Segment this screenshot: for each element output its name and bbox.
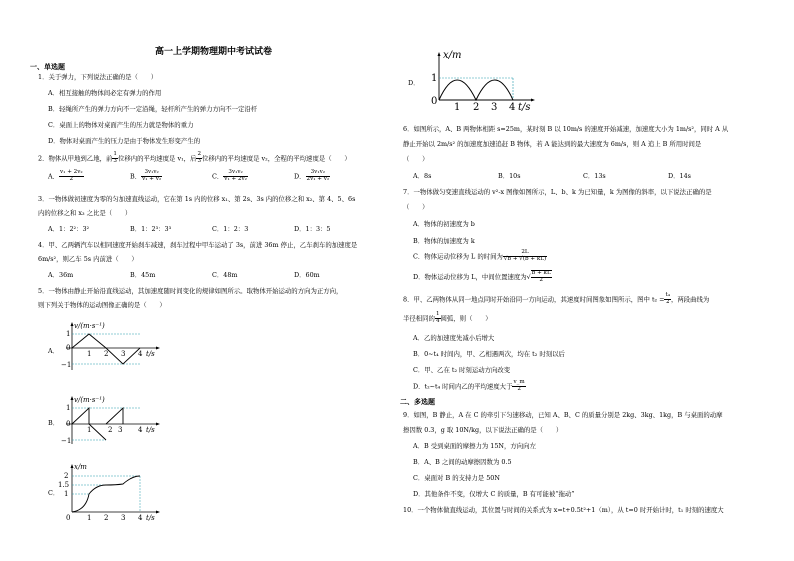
graph-c-origin: 0 xyxy=(66,514,71,522)
q9-option-c: C．桌面对 B 的支持力是 50N xyxy=(413,474,500,482)
frac-den: 2 xyxy=(539,276,543,283)
q8-option-c: C．甲、乙在 t₂ 时刻运动方向改变 xyxy=(413,366,511,374)
q2-b-label: B． xyxy=(130,172,142,181)
q7-c-label: C．物体运动位移为 L 的时间为 xyxy=(413,252,503,261)
q7-option-b: B．物体的加速度为 k xyxy=(413,237,475,245)
q2-stem-a: 2．物体从甲地到乙地，前 xyxy=(38,154,113,163)
q9-stem-2: 擦因数 0.3，g 取 10N/kg，以下说法正确的是（ ） xyxy=(403,426,563,434)
graph-c-tick-1-5: 1.5 xyxy=(58,481,70,489)
graph-a-xtick-3: 3 xyxy=(121,350,126,358)
q5-graph-c xyxy=(58,462,168,524)
q3-option-a: A．1：2²：3² xyxy=(48,225,90,233)
graph-c-xtick-3: 3 xyxy=(121,514,126,522)
q2-c-label: C． xyxy=(212,172,224,181)
frac-num: v₁ + 2v₂ xyxy=(60,169,83,175)
q2-option-b xyxy=(130,170,162,183)
frac-num: 1 xyxy=(435,311,440,317)
frac-num: b + kL xyxy=(531,270,551,276)
q9-option-b: B．A、B 之间的动摩擦因数为 0.5 xyxy=(413,458,512,466)
q3-stem-2: 内的位移之和 x₃ 之比是（ ） xyxy=(38,209,132,217)
q3-stem: 3．一物体做初速度为零的匀加速直线运动，它在第 1s 内的位移 x₁、第 2s、3s 内的位移之和 x₂、第 4、5、6s xyxy=(38,195,356,203)
q8-stem-c: 半径相同的 xyxy=(403,314,435,323)
frac-num: t₄ xyxy=(665,292,670,298)
frac-den: 2 xyxy=(517,385,521,392)
graph-b-xtick-2: 2 xyxy=(108,426,113,434)
q8-option-d xyxy=(413,380,526,393)
section-multi-choice: 二、多选题 xyxy=(400,398,435,406)
frac-num: v_m xyxy=(513,379,525,385)
frac-den: 2 xyxy=(665,298,670,305)
q8-stem-a: 8．甲、乙两物体从同一地点同时开始沿同一方向运动，其速度时间图象如图所示，图中 t₂ = xyxy=(403,295,665,304)
q5-stem-2: 则下列关于物体的运动图像正确的是（ ） xyxy=(38,301,166,309)
q1-option-d: D．物体对桌面产生的压力是由于物体发生形变产生的 xyxy=(48,137,201,145)
section-single-choice: 一、单选题 xyxy=(30,63,65,71)
q8-stem xyxy=(403,293,709,306)
frac-den: v₁ + v₂ xyxy=(142,175,162,182)
q2-a-label: A． xyxy=(48,172,60,181)
frac-den: √b + √(b + kL) xyxy=(503,255,547,262)
graph-c-tick-2: 2 xyxy=(64,472,69,480)
frac-num: 1 xyxy=(113,151,117,157)
frac-den: 2 xyxy=(69,175,74,182)
q3-option-d: D．1：3：5 xyxy=(294,225,331,233)
q4-option-c: C．48m xyxy=(212,271,238,279)
q9-stem: 9．如图，B 静止，A 在 C 的牵引下匀速移动，已知 A、B、C 的质量分别是 2kg、3kg、1kg，B 与桌面的动摩 xyxy=(403,411,723,419)
q6-stem-2: 静止开始以 2m/s² 的加速度加速追赶 B 物体，若 A 能达到的最大速度为 6m/s，则 A 追上 B 所用时间是 xyxy=(403,140,702,148)
q2-stem-b: 位移内的平均速度是 v₁，后 xyxy=(117,154,197,163)
q8-d-frac xyxy=(512,380,525,393)
q3-option-c: C．1：2：3 xyxy=(212,225,249,233)
frac-num: 2L xyxy=(503,250,547,257)
graph-b-tick-1: 1 xyxy=(66,404,71,412)
q6-option-b: B．10s xyxy=(498,172,521,180)
graph-c-xtick-2: 2 xyxy=(104,514,109,522)
q8-stem-b: ，两段曲线为 xyxy=(670,295,710,304)
q2-d-frac xyxy=(306,170,331,183)
graph-a-xtick-1: 1 xyxy=(87,350,92,358)
q4-option-b: B．45m xyxy=(130,271,156,279)
q2-stem-c: 位移内的平均速度是 v₂，全程的平均速度是（ ） xyxy=(202,154,351,163)
q4-stem-2: 6m/s²，则乙车 5s 内前进（ ） xyxy=(38,255,138,263)
graph-d-origin: 0 xyxy=(431,96,438,107)
q5-option-b: B． xyxy=(48,419,60,427)
frac-den: 2v₁ + v₂ xyxy=(306,175,330,182)
graph-c-tick-1: 1 xyxy=(64,490,69,498)
q7-option-d xyxy=(413,270,552,284)
q5-graph-a xyxy=(58,318,168,380)
graph-d-xlabel: t/s xyxy=(518,102,531,113)
frac-den: 4 xyxy=(435,317,440,324)
paper-title: 高一上学期物理期中考试试卷 xyxy=(155,47,273,57)
q4-stem: 4．甲、乙两辆汽车以相同速度开始刹车减速，刹车过程中甲车运动了 3s，前进 36m 停止，乙车刹车的加速度是 xyxy=(38,241,358,249)
q1-option-a: A．相互接触的物体间必定有弹力的作用 xyxy=(48,89,162,97)
q6-option-c: C．13s xyxy=(583,172,606,180)
q9-option-a: A．B 受到桌面的摩擦力为 15N，方向向左 xyxy=(413,442,536,450)
q1-stem: 1．关于弹力，下列说法正确的是（ ） xyxy=(38,73,158,81)
graph-a-xlabel: t/s xyxy=(146,350,155,358)
q8-stem-line2 xyxy=(403,312,492,325)
graph-a-tick-1: 1 xyxy=(66,330,71,338)
q5-graph-b xyxy=(58,392,168,454)
q1-option-c: C．桌面上的物体对桌面产生的压力就是物体的重力 xyxy=(48,121,194,129)
q3-option-b: B．1：2³：3³ xyxy=(130,225,172,233)
frac-num: 2 xyxy=(197,151,201,157)
q7-c-frac xyxy=(503,250,547,263)
q5-option-c: C． xyxy=(48,489,60,497)
frac-num: 3v₁v₂ xyxy=(223,170,248,177)
q8-option-b: B．0~t₄ 时间内，甲、乙相遇两次，均在 t₂ 时刻以后 xyxy=(413,350,565,358)
frac-den: 3 xyxy=(113,157,117,164)
graph-b-xlabel: t/s xyxy=(146,426,155,434)
q6-option-a: A．8s xyxy=(413,172,432,180)
graph-c-xtick-4: 4 xyxy=(138,514,143,522)
graph-d-xtick-2: 2 xyxy=(473,102,480,113)
graph-c-xlabel: t/s xyxy=(146,514,155,522)
q2-a-frac xyxy=(59,170,84,183)
graph-b-ylabel: v/(m·s⁻¹) xyxy=(74,396,105,404)
q8-d-label: D．t₂~t₄ 时间内乙的平均速度大于 xyxy=(413,382,513,391)
frac-num: 3v₁v₂ xyxy=(306,170,331,177)
graph-b-xtick-1: 1 xyxy=(87,426,92,434)
q5-option-a: A． xyxy=(48,347,60,355)
q2-stem xyxy=(38,152,351,165)
q7-d-label: D．物体运动位移为 L，中间位置速度为 xyxy=(413,272,527,281)
graph-b-tick-neg1: −1 xyxy=(61,437,72,445)
graph-d-xtick-1: 1 xyxy=(454,102,461,113)
q8-stem-d: 圆弧，则（ ） xyxy=(440,314,492,323)
graph-d-tick-1: 1 xyxy=(431,73,438,84)
graph-b-xtick-3: 3 xyxy=(118,426,123,434)
graph-a-ylabel: v/(m·s⁻¹) xyxy=(74,322,105,330)
q2-c-frac xyxy=(223,170,248,183)
q6-option-d: D．14s xyxy=(668,172,691,180)
graph-a-xtick-2: 2 xyxy=(104,350,109,358)
graph-a-xtick-4: 4 xyxy=(138,350,143,358)
frac-num: 3v₁v₂ xyxy=(141,170,162,177)
graph-a-tick-0: 0 xyxy=(66,344,71,352)
q6-stem: 6．如图所示，A、B 两物体相距 s=25m，某时刻 B 以 10m/s 的速度开始减速，加速度大小为 1m/s²，同时 A 从 xyxy=(403,125,729,133)
graph-c-xtick-1: 1 xyxy=(87,514,92,522)
q2-option-d xyxy=(294,170,330,183)
q5-stem: 5．一物体由静止开始沿直线运动，其加速度随时间变化的规律如图所示。取物体开始运动的方向为正方向， xyxy=(38,287,343,295)
q1-option-b: B．轻绳所产生的弹力方向不一定沿绳，轻杆所产生的弹力方向不一定沿杆 xyxy=(48,105,258,113)
graph-d-xtick-4: 4 xyxy=(509,102,516,113)
q2-d-label: D． xyxy=(294,172,306,181)
graph-b-xtick-4: 4 xyxy=(138,426,143,434)
q5-graph-d xyxy=(425,48,545,113)
sqrt-sign: √ xyxy=(526,272,531,281)
graph-a-tick-neg1: −1 xyxy=(61,361,72,369)
q9-option-d: D．其他条件不变，仅增大 C 的质量，B 有可能被“拖动” xyxy=(413,490,575,498)
q7-stem-2: （ ） xyxy=(403,203,429,211)
q2-option-a xyxy=(48,170,84,183)
q7-stem: 7．一物体做匀变速直线运动的 v²-x 图像如图所示，L、b、k 为已知量，k 为图像的斜率，以下说法正确的是 xyxy=(403,188,712,196)
graph-c-ylabel: x/m xyxy=(74,463,87,471)
q5-option-d: D． xyxy=(408,79,420,87)
q6-stem-3: （ ） xyxy=(403,155,429,163)
q4-option-d: D．60m xyxy=(294,271,320,279)
q2-option-c xyxy=(212,170,248,183)
q10-stem: 10．一个物体做直线运动，其位置与时间的关系式为 x=t+0.5t²+1（m），从 t=0 时开始计时，t₁ 时刻的速度大 xyxy=(403,506,724,514)
q7-d-frac xyxy=(531,270,552,284)
q2-b-frac xyxy=(141,170,162,183)
q4-option-a: A．36m xyxy=(48,271,74,279)
frac-den: 3 xyxy=(197,157,201,164)
graph-d-xtick-3: 3 xyxy=(491,102,498,113)
graph-d-ylabel: x/m xyxy=(443,50,462,61)
q7-option-c xyxy=(413,250,547,263)
frac-den: v₁ + 2v₂ xyxy=(224,175,247,182)
graph-b-tick-0: 0 xyxy=(66,420,71,428)
q7-option-a: A．物体的初速度为 b xyxy=(413,220,475,228)
q8-option-a: A．乙的加速度先减小后增大 xyxy=(413,334,495,342)
